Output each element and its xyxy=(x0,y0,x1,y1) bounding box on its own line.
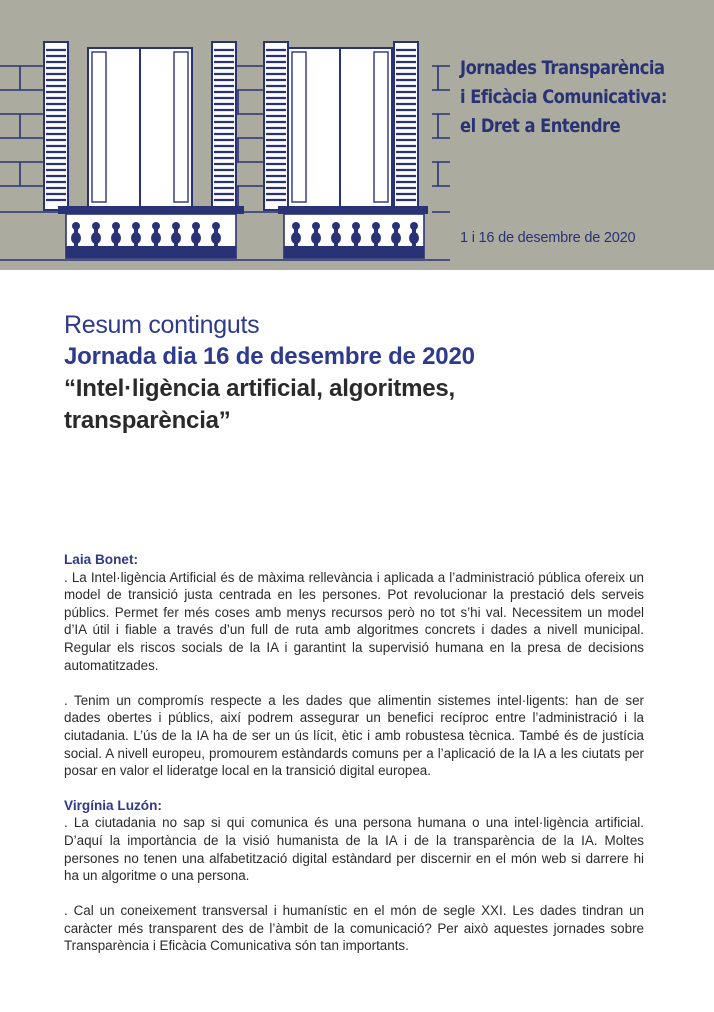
section-spacer xyxy=(64,780,644,797)
event-title-line: el Dret a Entendre xyxy=(460,115,621,137)
event-title xyxy=(460,54,675,141)
speaker-paragraph: . La Intel·ligència Artificial és de màxima rellevància i aplicada a l’administració pública ofereix un model de transició justa centrada en les persones. Pot revolucionar la prestació dels serveis públics. Permet fer més coses amb menys recursos però no tot s’hi val. Necessitem un model d’IA útil i fiable a través d’un full de ruta amb algoritmes concrets i dades a nivell municipal. Regular els riscos socials de la IA i garantint la supervisió humana en la presa de decisions automatitzades. xyxy=(64,569,644,673)
document-heading xyxy=(64,309,664,437)
speaker-name: Virgínia Luzón: xyxy=(64,797,162,813)
session-date-title: Jornada dia 16 de desembre de 2020 xyxy=(64,343,475,370)
speaker-name: Laia Bonet: xyxy=(64,552,139,567)
session-topic-line: transparència” xyxy=(64,407,231,434)
summary-subtitle: Resum continguts xyxy=(64,311,260,339)
header-banner xyxy=(0,0,714,270)
session-topic-line: “Intel·ligència artificial, algoritmes, xyxy=(64,375,455,402)
summary-content xyxy=(64,551,644,955)
event-title-line: Jornades Transparència xyxy=(460,57,665,79)
paragraph-spacer xyxy=(64,674,644,692)
paragraph-spacer xyxy=(64,885,644,903)
event-title-line: i Eficàcia Comunicativa: xyxy=(460,86,667,108)
event-dates: 1 i 16 de desembre de 2020 xyxy=(460,230,636,246)
speaker-paragraph: . Tenim un compromís respecte a les dades que alimentin sistemes intel·ligents: han de ser dades obertes i públics, així podrem assegurar un benefici recíproc entre l’administració i la ciutadania. L’ús de la IA ha de ser un ús lícit, ètic i amb robustesa tècnica. També és de justícia social. A nivell europeu, promourem estàndards comuns per a l’aplicació de la IA a les ciutats per posar en valor el lideratge local en la transició digital europea. xyxy=(64,692,644,779)
speaker-paragraph: . Cal un coneixement transversal i humanístic en el món de segle XXI. Les dades tindran un caràcter més transparent des de l’àmbit de la comunicació? Per això aquestes jornades sobre Transparència i Eficàcia Comunicativa són tan importants. xyxy=(64,903,644,954)
speaker-paragraph: . La ciutadania no sap si qui comunica és una persona humana o una intel·ligència artificial. D’aquí la importància de la visió humanista de la IA i de la transparència de la IA. Moltes persones no tenen una alfabetització digital estàndard per discernir en el món web si darrere hi ha un algoritme o una persona. xyxy=(64,815,644,884)
speaker-section xyxy=(64,551,644,780)
speaker-section xyxy=(64,797,644,955)
window-illustration xyxy=(0,0,450,270)
